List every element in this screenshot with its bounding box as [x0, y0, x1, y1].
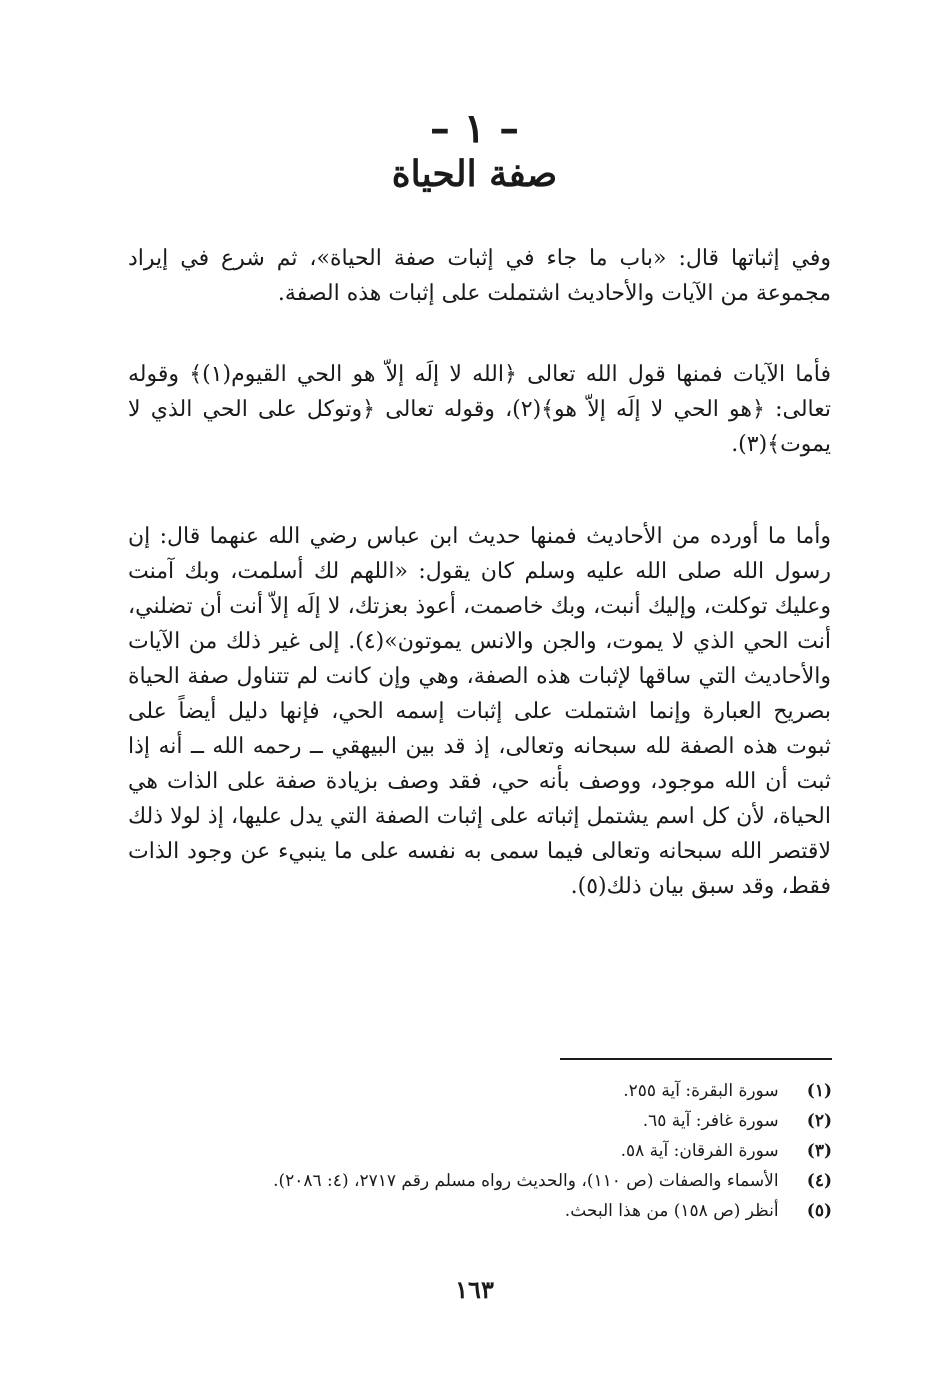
footnote-number: (١) — [806, 1081, 832, 1101]
footnotes-list — [140, 1076, 832, 1226]
footnote-text: الأسماء والصفات (ص ١١٠)، والحديث رواه مسلم رقم ٢٧١٧، (٤: ٢٠٨٦). — [273, 1171, 779, 1191]
footnote-item — [140, 1166, 832, 1196]
footnote-text: سورة الفرقان: آية ٥٨. — [620, 1141, 779, 1161]
footnote-item — [140, 1106, 832, 1136]
footnote-item — [140, 1196, 832, 1226]
body-paragraph-2: فأما الآيات فمنها قول الله تعالى ﴿الله لا إلَه إلاّ هو الحي القيوم(١)﴾ وقوله تعالى: ﴿هو الحي لا إلَه إلاّ هو﴾(٢)، وقوله تعالى ﴿وتوكل على الحي الذي لا يموت﴾(٣). — [128, 362, 831, 457]
footnote-number: (٥) — [806, 1201, 832, 1221]
body-paragraph-3: وأما ما أورده من الأحاديث فمنها حديث ابن عباس رضي الله عنهما قال: إن رسول الله صلى الله عليه وسلم كان يقول: «اللهم لك أسلمت، وبك آمنت وعليك توكلت، وإليك أنبت، وبك خاصمت، أعوذ بعزتك، لا إلَه إلاّ أنت أن تضلني، أنت الحي الذي لا يموت، والجن والانس يموتون»(٤). إلى غير ذلك من الآيات والأحاديث التي ساقها لإثبات هذه الصفة، وهي وإن كانت لم تتناول صفة الحياة بصريح العبارة وإنما اشتملت على إثبات إسمه الحي، فإنها دليل أيضاً على ثبوت هذه الصفة لله سبحانه وتعالى، إذ قد بين البيهقي ــ رحمه الله ــ أنه إذا ثبت أن الله موجود، ووصف بأنه حي، فقد وصف بزيادة صفة على الذات هي الحياة، لأن كل اسم يشتمل إثباته على إثبات الصفة التي يدل عليها، إذ لولا ذلك لاقتصر الله سبحانه وتعالى فيما سمى به نفسه على ما ينبيء عن وجود الذات فقط، وقد سبق بيان ذلك(٥). — [128, 524, 831, 899]
footnote-separator — [560, 1058, 832, 1060]
section-number: – ١ – — [429, 105, 520, 152]
footnote-number: (٤) — [806, 1171, 832, 1191]
footnote-item — [140, 1076, 832, 1106]
page-number: ١٦٣ — [455, 1275, 494, 1304]
body-paragraph-1: وفي إثباتها قال: «باب ما جاء في إثبات صفة الحياة»، ثم شرع في إيراد مجموعة من الآيات والأحاديث اشتملت على إثبات هذه الصفة. — [128, 246, 831, 306]
footnote-number: (٢) — [806, 1111, 832, 1131]
footnote-text: سورة غافر: آية ٦٥. — [642, 1111, 779, 1131]
section-title: صفة الحياة — [391, 153, 558, 195]
footnote-item — [140, 1136, 832, 1166]
footnote-text: أنظر (ص ١٥٨) من هذا البحث. — [564, 1201, 779, 1221]
footnote-text: سورة البقرة: آية ٢٥٥. — [623, 1081, 779, 1101]
footnote-number: (٣) — [806, 1141, 832, 1161]
